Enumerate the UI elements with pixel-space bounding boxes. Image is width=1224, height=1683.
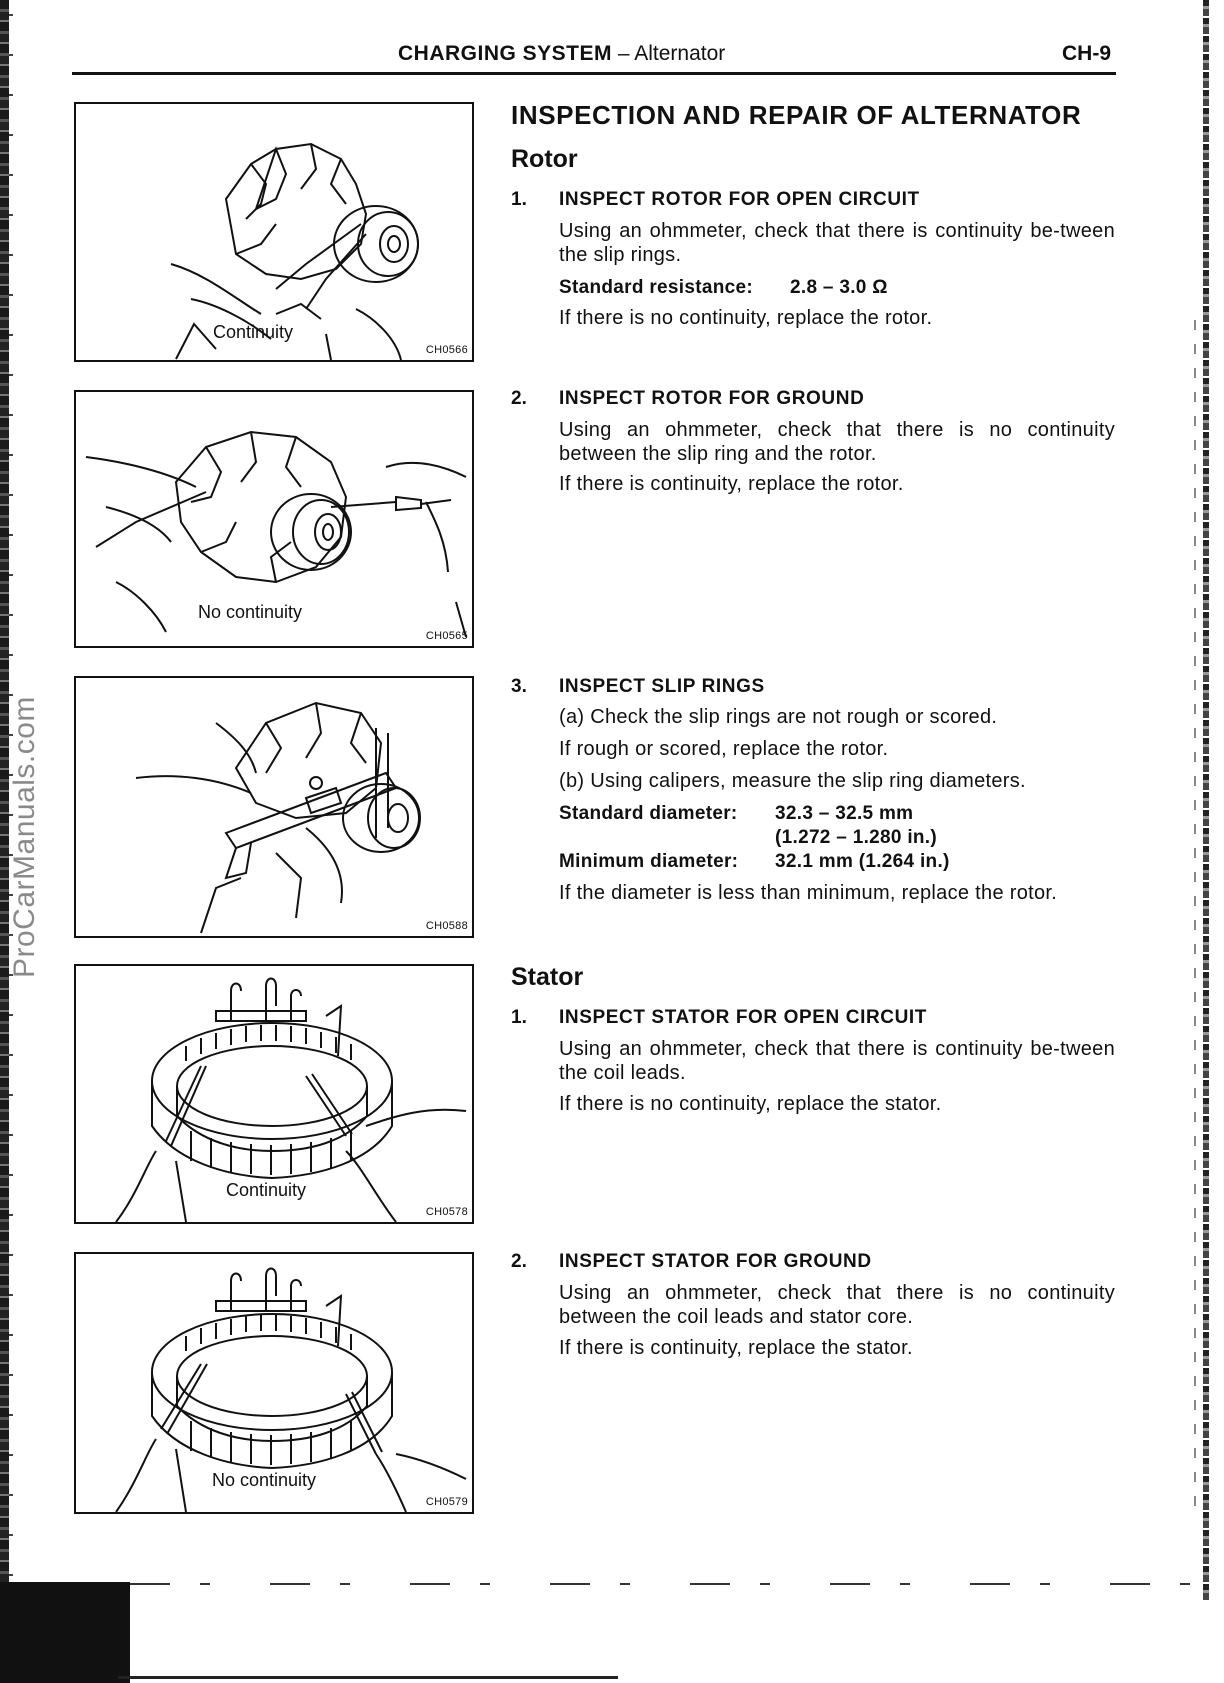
figure-caption: No continuity xyxy=(198,602,303,622)
scan-edge-right-thin xyxy=(1194,320,1196,1520)
spec-label: Standard resistance: xyxy=(559,277,753,298)
step-text: Using an ohmmeter, check that there is continuity be-tween the slip rings. xyxy=(559,220,1115,266)
step-result: If there is no continuity, replace the stator. xyxy=(559,1093,942,1115)
page-header xyxy=(398,42,725,66)
step-text: Using an ohmmeter, check that there is no continuity between the slip ring and the rotor. xyxy=(559,419,1115,465)
step-title: INSPECT STATOR FOR GROUND xyxy=(559,1251,872,1272)
header-section: CHARGING SYSTEM xyxy=(398,42,613,65)
step-result: If the diameter is less than minimum, replace the rotor. xyxy=(559,882,1058,904)
step-substep-a: (a) Check the slip rings are not rough or scored. xyxy=(559,706,998,728)
step-text: Using an ohmmeter, check that there is no continuity between the coil leads and stator core. xyxy=(559,1282,1115,1328)
section-heading-stator: Stator xyxy=(511,963,584,991)
page-number: CH-9 xyxy=(1062,42,1112,65)
header-subsection: Alternator xyxy=(634,42,726,65)
standard-diameter-value-inches: (1.272 – 1.280 in.) xyxy=(775,827,938,848)
scan-bottom-dashes xyxy=(130,1583,1190,1585)
step-number: 2. xyxy=(511,1251,527,1272)
scan-corner-dark xyxy=(0,1582,130,1683)
figure-caption: Continuity xyxy=(213,322,294,342)
figure-rotor-ground xyxy=(74,390,474,648)
standard-diameter-label: Standard diameter: xyxy=(559,803,738,824)
step-title: INSPECT ROTOR FOR GROUND xyxy=(559,388,865,409)
step-title: INSPECT STATOR FOR OPEN CIRCUIT xyxy=(559,1007,928,1028)
step-number: 2. xyxy=(511,388,527,409)
figure-caption: Continuity xyxy=(226,1180,307,1200)
standard-diameter-value: 32.3 – 32.5 mm xyxy=(775,803,914,824)
step-title: INSPECT SLIP RINGS xyxy=(559,676,765,697)
section-heading-rotor: Rotor xyxy=(511,145,578,173)
figure-caption: No continuity xyxy=(212,1470,317,1490)
spec-value: 2.8 – 3.0 Ω xyxy=(790,277,888,298)
step-number: 1. xyxy=(511,1007,527,1028)
step-number: 3. xyxy=(511,676,527,697)
header-rule xyxy=(72,72,1116,75)
watermark: ProCarManuals.com xyxy=(8,696,41,978)
step-title: INSPECT ROTOR FOR OPEN CIRCUIT xyxy=(559,189,920,210)
minimum-diameter-label: Minimum diameter: xyxy=(559,851,739,872)
figure-stator-continuity xyxy=(74,964,474,1224)
figure-code: CH0565 xyxy=(425,630,468,642)
caliper-measurement-illustration xyxy=(76,678,472,936)
header-separator: – xyxy=(612,42,635,65)
main-title: INSPECTION AND REPAIR OF ALTERNATOR xyxy=(511,100,1082,130)
figure-code: CH0578 xyxy=(425,1206,468,1218)
step-number: 1. xyxy=(511,189,527,210)
minimum-diameter-value: 32.1 mm (1.264 in.) xyxy=(775,851,950,872)
step-substep-a-result: If rough or scored, replace the rotor. xyxy=(559,738,889,760)
figure-slip-ring-calipers xyxy=(74,676,474,938)
step-substep-b: (b) Using calipers, measure the slip ring diameters. xyxy=(559,770,1026,792)
step-result: If there is no continuity, replace the rotor. xyxy=(559,307,933,329)
step-result: If there is continuity, replace the rotor. xyxy=(559,473,904,495)
figure-code: CH0579 xyxy=(425,1496,468,1508)
figure-code: CH0566 xyxy=(425,344,468,356)
figure-rotor-continuity xyxy=(74,102,474,362)
scan-edge-right xyxy=(1203,0,1209,1600)
figure-code: CH0588 xyxy=(425,920,468,932)
figure-stator-ground xyxy=(74,1252,474,1514)
step-text: Using an ohmmeter, check that there is continuity be-tween the coil leads. xyxy=(559,1038,1115,1084)
step-result: If there is continuity, replace the stator. xyxy=(559,1337,913,1359)
scan-bottom-line xyxy=(118,1676,618,1679)
